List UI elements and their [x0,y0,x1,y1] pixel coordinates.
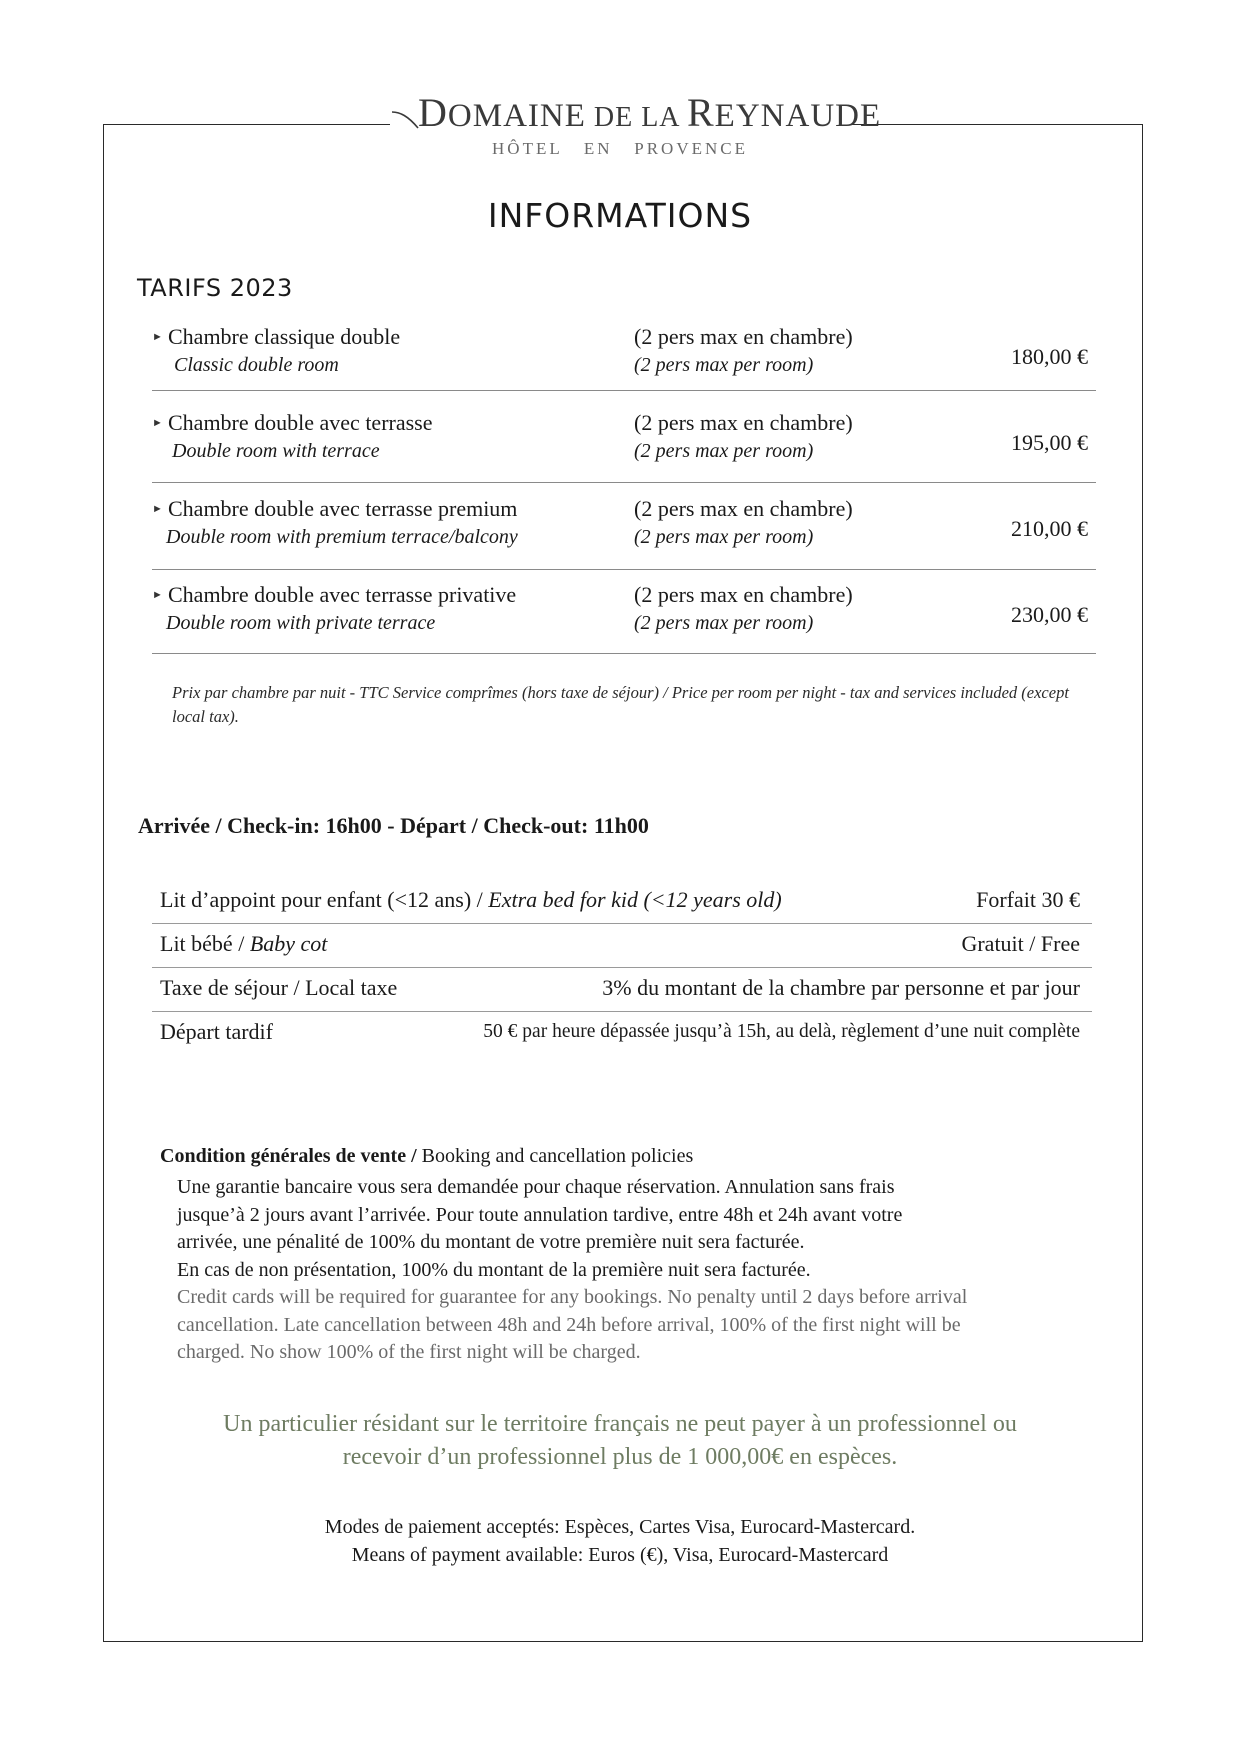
room-name-fr: Chambre double avec terrasse premium [168,496,518,521]
room-name-en: Classic double room [174,354,339,376]
late-checkout-value: 50 € par heure dépassée jusqu’à 15h, au delà, règlement d’une nuit complète [483,1021,1080,1042]
capacity-fr: (2 pers max en chambre) [634,324,853,349]
policy-line-en: charged. No show 100% of the first night will be charged. [177,1341,641,1363]
rate-row [152,494,1096,570]
rate-row [152,580,1096,654]
logo-swash-icon [390,106,420,130]
room-price: 195,00 € [1011,430,1088,455]
payment-methods-en: Means of payment available: Euros (€), Visa, Eurocard-Mastercard [351,1544,889,1566]
payment-methods [0,1513,1240,1569]
logo-word-de-la: DE LA [585,102,687,133]
capacity-en: (2 pers max per room) [634,526,814,548]
local-tax-label: Taxe de séjour / Local taxe [160,975,398,1000]
baby-cot-label-en: Baby cot [249,931,328,956]
room-name-en: Double room with terrace [172,440,380,462]
baby-cot-label-fr: Lit bébé / [160,931,250,956]
bullet-icon: ► [152,503,163,515]
policy-line-fr: jusque’à 2 jours avant l’arrivée. Pour toute annulation tardive, entre 48h et 24h avant votre [177,1203,903,1226]
rate-row [152,408,1096,483]
logo-wordmark [390,90,882,137]
room-name-en: Double room with private terrace [166,612,436,634]
logo-initial-d: D [418,90,448,135]
policy-line-fr: arrivée, une pénalité de 100% du montant de votre première nuit sera facturée. [177,1231,805,1253]
cash-notice-line: recevoir d’un professionnel plus de 1 000,00€ en espèces. [342,1444,898,1470]
policies-heading-fr: Condition générales de vente / [160,1145,422,1167]
room-price: 180,00 € [1011,344,1088,369]
policies-text-fr [177,1174,1097,1284]
room-name-en: Double room with premium terrace/balcony [166,526,518,548]
rates-note: Prix par chambre par nuit - TTC Service comprîmes (hors taxe de séjour) / Price per room per night - tax and services included (except local tax). [172,683,1069,726]
room-price: 210,00 € [1011,516,1088,541]
capacity-fr: (2 pers max en chambre) [634,582,853,607]
extra-bed-row [152,879,1092,924]
policy-line-en: Credit cards will be required for guarantee for any bookings. No penalty until 2 days before arrival [177,1286,968,1308]
capacity-en: (2 pers max per room) [634,354,814,376]
capacity-en: (2 pers max per room) [634,440,814,462]
room-name-fr: Chambre double avec terrasse privative [168,582,517,607]
bullet-icon: ► [152,331,163,343]
baby-cot-price: Gratuit / Free [961,931,1080,956]
cash-notice-line: Un particulier résidant sur le territoire français ne peut payer à un professionnel ou [223,1411,1017,1437]
room-price: 230,00 € [1011,602,1088,627]
local-tax-row [152,967,1092,1012]
policies-text-en [177,1284,1097,1367]
logo-subtitle: HÔTEL EN PROVENCE [492,139,748,158]
extra-bed-label [160,887,782,913]
extra-bed-label-fr: Lit d’appoint pour enfant (<12 ans) / [160,887,489,912]
capacity-en: (2 pers max per room) [634,612,814,634]
rates-section-title: TARIFS 2023 [137,274,293,302]
policies-heading-en: Booking and cancellation policies [421,1145,694,1167]
policy-line-en: cancellation. Late cancellation between 48h and 24h before arrival, 100% of the first night will be [177,1313,961,1336]
room-name-fr: Chambre double avec terrasse [168,410,433,435]
capacity-fr: (2 pers max en chambre) [634,496,853,521]
cash-payment-notice [0,1408,1240,1474]
late-checkout-row [152,1011,1092,1055]
baby-cot-label [160,931,327,957]
capacity-fr: (2 pers max en chambre) [634,410,853,435]
bullet-icon: ► [152,417,163,429]
policy-line-fr: Une garantie bancaire vous sera demandée pour chaque réservation. Annulation sans frais [177,1176,895,1198]
baby-cot-row [152,923,1092,968]
bullet-icon: ► [152,589,163,601]
rate-row [152,322,1096,391]
extra-bed-label-en: Extra bed for kid (<12 years old) [488,887,782,912]
payment-methods-fr: Modes de paiement acceptés: Espèces, Cartes Visa, Eurocard-Mastercard. [324,1516,916,1538]
page-title: INFORMATIONS [487,196,753,235]
late-checkout-label: Départ tardif [160,1019,273,1044]
hotel-logo [390,88,882,168]
logo-word-domaine: OMAINE [447,98,586,134]
logo-initial-r: R [686,90,715,135]
room-name-fr: Chambre classique double [168,324,401,349]
local-tax-value: 3% du montant de la chambre par personne et par jour [602,975,1080,1000]
checkin-checkout-times: Arrivée / Check-in: 16h00 - Départ / Check-out: 11h00 [138,813,649,838]
extra-bed-price: Forfait 30 € [976,887,1080,912]
policies-heading [160,1145,693,1168]
logo-word-reynaude: EYNAUDE [714,98,882,134]
policy-line-fr: En cas de non présentation, 100% du montant de la première nuit sera facturée. [177,1258,811,1281]
